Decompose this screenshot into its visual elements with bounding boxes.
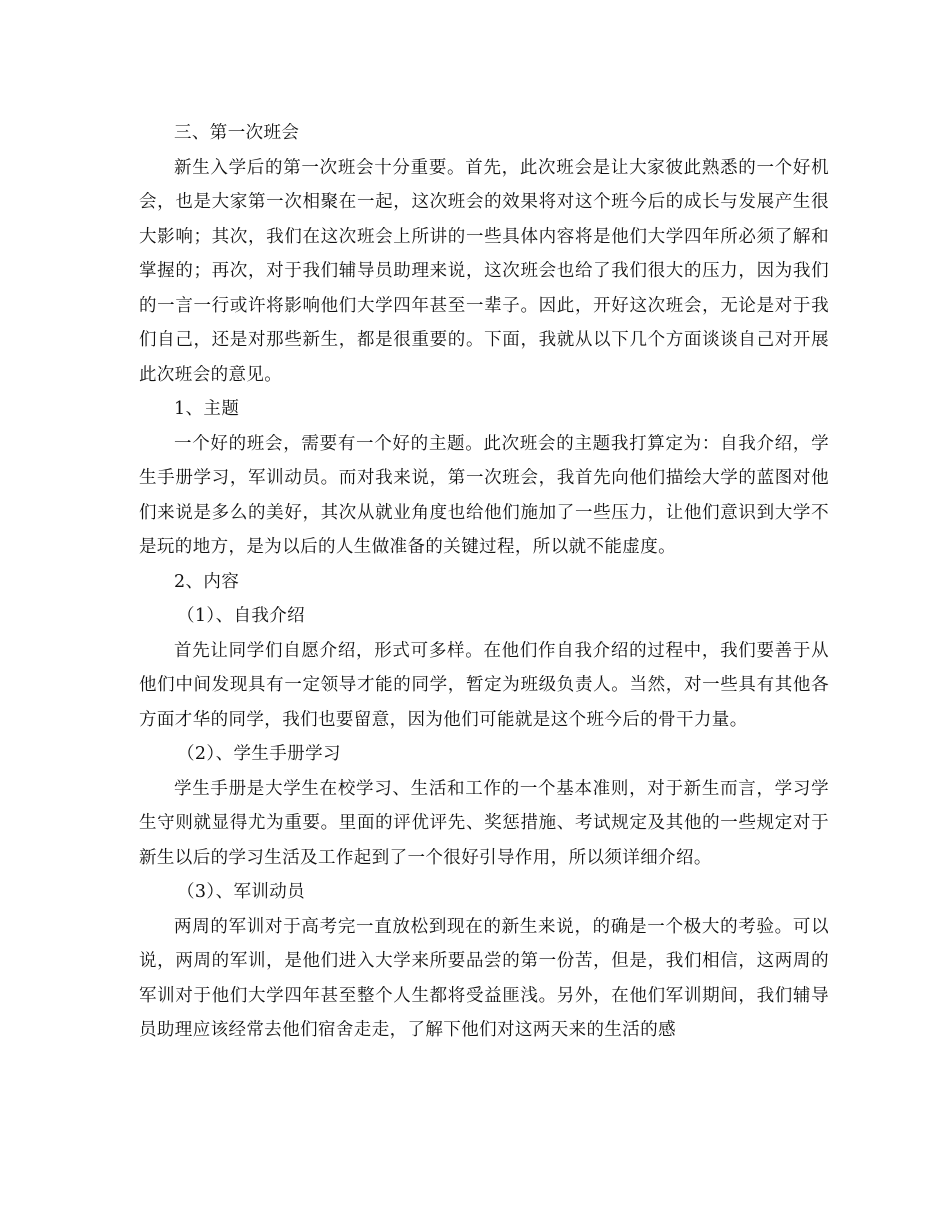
sub1-paragraph: 首先让同学们自愿介绍，形式可多样。在他们作自我介绍的过程中，我们要善于从他们中间发现具有一定领导才能的同学，暂定为班级负责人。当然，对一些具有其他各方面才华的同学，我们也要留意，因为他们可能就是这个班今后的骨干力量。 [139,640,829,730]
content-heading: 2、内容 [174,571,240,592]
intro-paragraph: 新生入学后的第一次班会十分重要。首先，此次班会是让大家彼此熟悉的一个好机会，也是大家第一次相聚在一起，这次班会的效果将对这个班今后的成长与发展产生很大影响；其次，我们在这次班会上所讲的一些具体内容将是他们大学四年所必须了解和掌握的；再次，对于我们辅导员助理来说，这次班会也给了我们很大的压力，因为我们的一言一行或许将影响他们大学四年甚至一辈子。因此，开好这次班会，无论是对于我们自己，还是对那些新生，都是很重要的。下面，我就从以下几个方面谈谈自己对开展此次班会的意见。 [139,157,829,385]
sub2-paragraph: 学生手册是大学生在校学习、生活和工作的一个基本准则，对于新生而言，学习学生守则就显得尤为重要。里面的评优评先、奖惩措施、考试规定及其他的一些规定对于新生以后的学习生活及工作起到了一个很好引导作用，所以须详细介绍。 [139,778,829,868]
sub3-heading: （3）、军训动员 [177,882,306,902]
sub3-paragraph: 两周的军训对于高考完一直放松到现在的新生来说，的确是一个极大的考验。可以说，两周的军训，是他们进入大学来所要品尝的第一份苦，但是，我们相信，这两周的军训对于他们大学四年甚至整个人生都将受益匪浅。另外，在他们军训期间，我们辅导员助理应该经常去他们宿舍走走，了解下他们对这两天来的生活的感 [139,916,829,1040]
sub2-heading: （2）、学生手册学习 [177,744,341,764]
theme-heading: 1、主题 [174,399,240,419]
section-title: 三、第一次班会 [174,123,300,143]
theme-paragraph: 一个好的班会，需要有一个好的主题。此次班会的主题我打算定为：自我介绍，学生手册学习，军训动员。而对我来说，第一次班会，我首先向他们描绘大学的蓝图对他们来说是多么的美好，其次从就业角度也给他们施加了一些压力，让他们意识到大学不是玩的地方，是为以后的人生做准备的关键过程，所以就不能虚度。 [139,433,829,557]
sub1-heading: （1）、自我介绍 [177,606,306,626]
document-page [139,116,829,1048]
